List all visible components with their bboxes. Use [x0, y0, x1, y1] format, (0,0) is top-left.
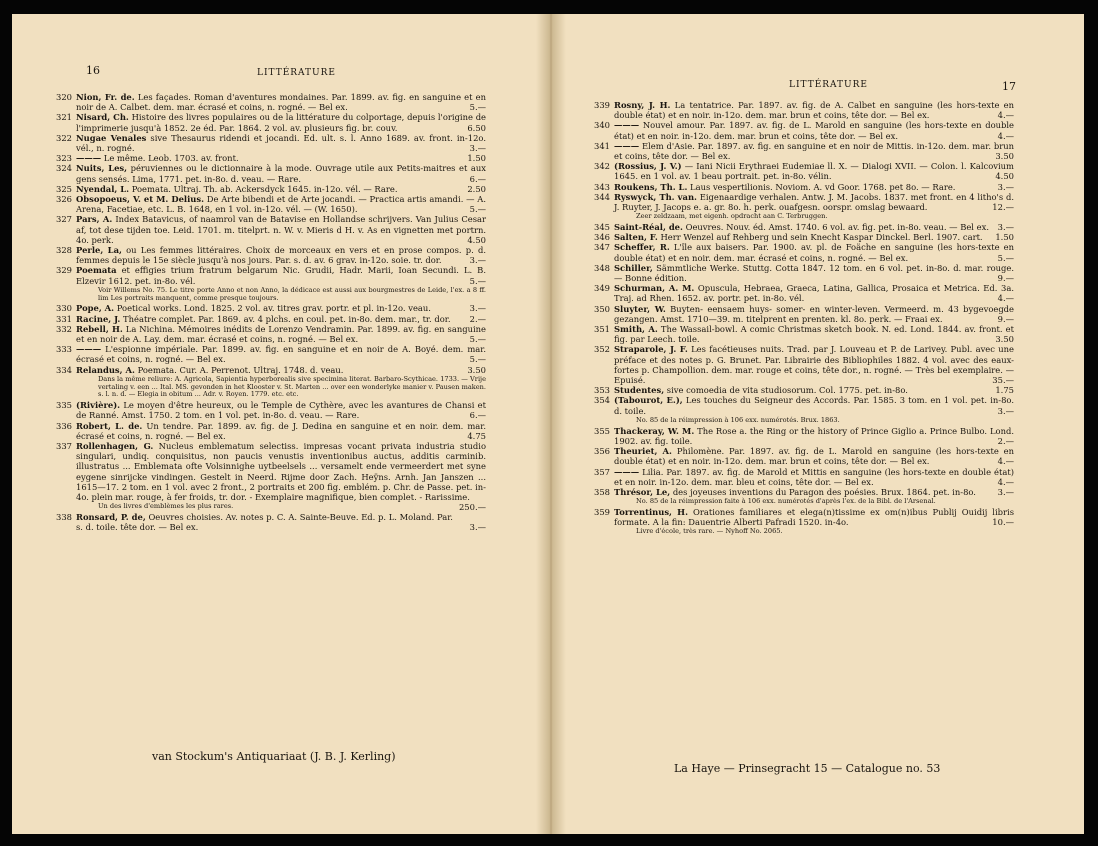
entry-price: 6.— — [469, 410, 486, 421]
entry-number: 351 — [594, 324, 610, 335]
entry-price: 10.— — [992, 517, 1014, 528]
entry-number: 322 — [56, 132, 72, 143]
catalogue-entry — [56, 132, 486, 154]
catalogue-entry — [594, 486, 1014, 497]
entry-headword: Nugae Venales — [76, 132, 147, 143]
entry-description: Les touches du Seigneur des Accords. Par. 1585. 3 tom. en 1 vol. pet. in-8o. d. toile. — [614, 395, 1014, 416]
entry-price: 4.— — [997, 130, 1014, 141]
entry-note: No. 85 de la réimpression à 106 exx. numérotés. Brux. 1863. — [636, 415, 840, 424]
entry-headword: Perle, La, — [76, 245, 122, 256]
entry-note: Voir Willems No. 75. Le titre porte Anno et non Anno, la dédicace est aussi aux bourgmestres de Leide, l'ex. a 8 ff. lim Les portraits manquent, comme presque toujours. — [98, 285, 486, 302]
entry-number: 321 — [56, 112, 72, 123]
catalogue-entry — [56, 344, 486, 365]
entry-number: 329 — [56, 265, 72, 276]
entry-headword: Salten, F. — [614, 232, 658, 243]
entry-price: 3.— — [469, 303, 486, 314]
entry-number: 350 — [594, 303, 610, 314]
catalogue-entry — [56, 194, 486, 215]
entry-headword: Sluyter, W. — [614, 303, 666, 314]
entry-number: 331 — [56, 313, 72, 324]
entry-number: 340 — [594, 120, 610, 131]
entry-description: Le moyen d'être heureux, ou le Temple de Cythère, avec les avantures de Chansi et de Ranné. Amst. 1750. 2 tom. en 1 vol. pet. in-8o. d. veau. — Rare. — [76, 400, 486, 421]
entry-headword: Scheffer, R. — [614, 242, 670, 253]
entry-description: des joyeuses inventions du Paragon des poésies. Brux. 1864. pet. in-8o. — [672, 486, 976, 497]
catalogue-entry — [594, 303, 1014, 324]
entry-price: 5.— — [469, 102, 486, 113]
entry-description: De Arte bibendi et de Arte jocandi. — Practica artis amandi. — A. Arena, Facetiae, etc. L. B. 1648, en 1 vol. in-12o. vél. — (W. 1650). — [76, 194, 486, 215]
page-header-left: LITTÉRATURE — [257, 68, 336, 78]
entry-headword: Schurman, A. M. — [614, 283, 695, 294]
entry-headword: Pope, A. — [76, 303, 115, 314]
entry-price: 4.— — [997, 110, 1014, 121]
catalogue-entry — [594, 191, 1014, 213]
entry-number: 320 — [56, 92, 72, 102]
entry-description: Un tendre. Par. 1899. av. fig. de J. Dedina en sanguine et en noir. dem. mar. écrasé et coins, n. rogné. — Bel ex. — [76, 420, 486, 441]
entry-headword: Nuits, Les, — [76, 163, 128, 174]
entry-description: Poemata. Ultraj. Th. ab. Ackersdyck 1645. in-12o. vél. — Rare. — [131, 183, 398, 194]
entry-description: Oeuvres choisies. Av. notes p. C. A. Sainte-Beuve. Ed. p. L. Moland. Par. s. d. toile. tête dor. — Bel ex. — [76, 512, 453, 533]
entry-headword: ——— — [614, 466, 640, 477]
entry-price: 3.— — [469, 143, 486, 154]
entry-price: 3.— — [997, 405, 1014, 416]
page-footer-left: van Stockum's Antiquariaat (J. B. J. Kerling) — [152, 750, 396, 763]
catalogue-entry — [594, 324, 1014, 345]
entry-headword: Poemata — [76, 265, 117, 276]
entry-description: Opuscula, Hebraea, Graeca, Latina, Gallica, Prosaica et Metrica. Ed. 3a. Traj. ad Rhen. 1652. av. portr. pet. in-8o. vél. — [614, 283, 1014, 304]
entry-price: 3.50 — [995, 151, 1014, 162]
entry-headword: Theuriet, A. — [614, 446, 672, 457]
entry-number: 354 — [594, 395, 610, 406]
catalogue-entry — [594, 140, 1014, 162]
entry-price: 4.50 — [995, 171, 1014, 182]
entry-number: 353 — [594, 385, 610, 396]
page-number-right: 17 — [1002, 80, 1016, 93]
catalogue-entry — [594, 242, 1014, 263]
entry-number: 336 — [56, 420, 72, 431]
entry-number: 347 — [594, 242, 610, 253]
catalogue-entry — [56, 364, 486, 375]
entry-number: 326 — [56, 194, 72, 205]
entry-description: et effigies trium fratrum belgarum Nic. Grudii, Hadr. Marii, Ioan Secundi. L. B. Elzevir 1612. pet. in-8o. vél. — [76, 265, 486, 286]
entry-number: 333 — [56, 344, 72, 355]
page-footer-right: La Haye — Prinsegracht 15 — Catalogue no. 53 — [674, 762, 941, 775]
entry-number: 324 — [56, 163, 72, 174]
entry-number: 342 — [594, 161, 610, 172]
entry-headword: Thrésor, Le, — [614, 486, 671, 497]
entry-price: 5.— — [469, 275, 486, 286]
entry-description: Sämmtliche Werke. Stuttg. Cotta 1847. 12 tom. en 6 vol. pet. in-8o. d. mar. rouge. — Bonne édition. — [614, 262, 1014, 284]
entry-description: Herr Wenzel auf Rehberg und sein Knecht Kaspar Dinckel. Berl. 1907. cart. — [660, 232, 983, 243]
entry-description: Le même. Leob. 1703. av. front. — [103, 153, 239, 164]
entry-number: 327 — [56, 214, 72, 225]
entry-number: 356 — [594, 446, 610, 457]
entry-price: 3.50 — [467, 364, 486, 375]
entry-price: 4.— — [997, 293, 1014, 304]
entry-description: Poemata. Cur. A. Perrenot. Ultraj. 1748. d. veau. — [137, 364, 344, 375]
catalogue-entry — [56, 163, 486, 184]
entry-number: 352 — [594, 344, 610, 355]
entry-number: 349 — [594, 283, 610, 294]
entry-price: 2.— — [997, 435, 1014, 446]
catalogue-entry — [56, 323, 486, 345]
entry-number: 335 — [56, 400, 72, 411]
entry-description: The Rose a. the Ring or the history of Prince Giglio a. Prince Bulbo. Lond. 1902. av. fig. toile. — [614, 425, 1014, 446]
entry-number: 330 — [56, 303, 72, 314]
entry-headword: Straparole, J. F. — [614, 344, 688, 355]
entry-number: 348 — [594, 262, 610, 273]
catalogue-entry — [594, 283, 1014, 304]
entry-price: 3.— — [997, 181, 1014, 192]
entry-description: La tentatrice. Par. 1897. av. fig. de A. Calbet en sanguine (les hors-texte en double état) et en noir. in-12o. dem. mar. brun et coins, tête dor. — Bel ex. — [614, 100, 1014, 121]
catalogue-entry — [56, 214, 486, 245]
entry-price: 250.— — [458, 502, 486, 513]
entry-number: 358 — [594, 486, 610, 497]
entry-headword: Obsopoeus, V. et M. Delius. — [76, 194, 204, 205]
entry-price: 5.— — [469, 354, 486, 365]
entry-price: 4.75 — [467, 430, 486, 441]
page-header-right: LITTÉRATURE — [789, 80, 868, 90]
entry-price: 2.— — [469, 313, 486, 324]
catalogue-entry — [594, 466, 1014, 487]
entry-number: 339 — [594, 100, 610, 110]
entry-headword: Rosny, J. H. — [614, 100, 671, 110]
entry-price: 3.50 — [995, 334, 1014, 345]
entry-number: 344 — [594, 191, 610, 202]
entry-description: sive comoedia de vita studiosorum. Col. 1775. pet. in-8o. — [666, 385, 908, 396]
catalogue-entry — [56, 183, 486, 194]
entry-note: Dans la même reliure: A. Agricola, Sapientia hyperborealis sive specimina literat. Barbaro-Scythicae. 1733. — Vrije vertaling v. een ... Ital. MS. gevonden in het Klooster v. St. Marten ... over een wonderlyke manier v. Pausen maken. s. l. n. d. — Elegia in obitum ... Adr. v. Royen. 1779. etc. etc. — [98, 374, 486, 399]
entry-headword: Nisard, Ch. — [76, 112, 129, 123]
entry-number: 334 — [56, 364, 72, 375]
catalogue-entry — [56, 303, 486, 314]
entry-list-right — [594, 100, 1015, 537]
entry-headword: ——— — [76, 153, 102, 164]
entry-headword: Ryswyck, Th. van. — [614, 191, 697, 202]
book-spine — [536, 14, 566, 834]
catalogue-entry — [594, 100, 1014, 121]
catalogue-entry — [594, 395, 1014, 416]
page-number-left: 16 — [86, 64, 100, 77]
entry-price: 2.50 — [467, 183, 486, 194]
entry-headword: Studentes, — [614, 385, 665, 396]
catalogue-entry — [594, 161, 1014, 182]
entry-list-left — [56, 92, 487, 533]
entry-description: Philomène. Par. 1897. av. fig. de L. Marold en sanguine (les hors-texte en double état) et en noir. in-12o. dem. mar. brun et coins, tête dor. — Bel ex. — [614, 446, 1014, 467]
entry-number: 337 — [56, 441, 72, 452]
entry-description: Orationes familiares et elega(n)tissime ex om(n)ibus Publij Ouidij libris formate. A la fin: Dauentrie Alberti Pafradi 1520. in-4o. — [614, 506, 1014, 528]
entry-headword: Rebell, H. — [76, 323, 123, 334]
entry-headword: Racine, J. — [76, 313, 121, 324]
catalogue-entry — [56, 112, 487, 133]
entry-price: 3.— — [997, 222, 1014, 233]
entry-headword: ——— — [614, 120, 640, 131]
catalogue-entry — [56, 512, 486, 533]
entry-price: 3.— — [469, 522, 486, 533]
left-page — [12, 14, 552, 834]
entry-number: 357 — [594, 466, 610, 477]
entry-price: 3.— — [469, 255, 486, 266]
entry-description: Oeuvres. Nouv. éd. Amst. 1740. 6 vol. av. fig. pet. in-8o. veau. — Bel ex. — [685, 222, 989, 233]
entry-headword: Rollenhagen, G. — [76, 441, 154, 452]
catalogue-entry — [594, 181, 1014, 192]
entry-number: 338 — [56, 512, 72, 523]
entry-number: 325 — [56, 183, 72, 194]
catalogue-entry — [56, 265, 486, 286]
entry-number: 343 — [594, 181, 610, 192]
entry-number: 359 — [594, 506, 610, 517]
catalogue-entry — [56, 153, 486, 164]
entry-headword: Saint-Réal, de. — [614, 222, 683, 233]
entry-description: Histoire des livres populaires ou de la littérature du colportage, depuis l'origine de l'imprimerie jusqu'à 1852. 2e éd. Par. 1864. 2 vol. av. plusieurs fig. br. couv. — [76, 112, 487, 133]
entry-description: The Wassail-bowl. A comic Christmas sketch book. N. ed. Lond. 1844. av. front. et fig. par Leech. toile. — [614, 324, 1014, 345]
entry-number: 332 — [56, 323, 72, 334]
entry-headword: Thackeray, W. M. — [614, 425, 695, 436]
catalogue-entry — [594, 385, 1014, 396]
entry-note: No. 85 de la réimpression faite à 106 exx. numérotés d'après l'ex. de la Bibl. de l'Arsenal. — [636, 497, 936, 506]
entry-price: 12.— — [992, 202, 1014, 213]
entry-number: 341 — [594, 140, 610, 151]
catalogue-entry — [56, 400, 486, 421]
catalogue-entry — [56, 245, 486, 266]
entry-price: 4.50 — [467, 234, 486, 245]
entry-description: Laus vespertilionis. Noviom. A. vd Goor. 1768. pet 8o. — Rare. — [690, 181, 956, 192]
entry-description: L'espionne impériale. Par. 1899. av. fig. en sanguine et en noir de A. Boyé. dem. mar. écrasé et coins, n. rogné. — Bel ex. — [76, 344, 486, 365]
entry-headword: ——— — [614, 140, 640, 151]
entry-headword: Ronsard, P. de, — [76, 512, 146, 523]
entry-note: Zeer zeldzaam, met eigenh. opdracht aan C. Terbruggen. — [636, 212, 828, 221]
catalogue-entry — [594, 232, 1014, 243]
entry-description: ou Les femmes littéraires. Choix de morceaux en vers et en prose compos. p. d. femmes depuis le 15e siècle jusqu'à nos jours. Par. s. d. av. 6 grav. in-12o. soie. tr. dor. — [76, 245, 486, 266]
catalogue-entry — [594, 344, 1014, 386]
entry-description: Les facétieuses nuits. Trad. par J. Louveau et P. de Larivey. Publ. avec une préface et des notes p. G. Brunet. Par. Librairie des Bibliophiles 1882. 4 vol. avec des eaux-fortes p. Champollion. dem. mar. rouge et coins, tête dor., n. rogné. — Très bel exemplaire. — Epuisé. — [614, 344, 1014, 386]
entry-price: 4.— — [997, 456, 1014, 467]
entry-description: Elem d'Asie. Par. 1897. av. fig. en sanguine et en noir de Mittis. in-12o. dem. mar. brun et coins, tête dor. — Bel ex. — [614, 140, 1014, 162]
entry-description: Nouvel amour. Par. 1897. av. fig. de L. Marold en sanguine (les hors-texte en double état) et en noir. in-12o. dem. mar. brun et coins, tête dor. — Bel ex. — [614, 120, 1015, 141]
entry-price: 35.— — [992, 375, 1014, 386]
entry-description: péruviennes ou le dictionnaire à la mode. Ouvrage utile aux Petits-maitres et aux gens sensés. Lima, 1771. pet. in-8o. d. veau. — Rare. — [76, 163, 486, 184]
catalogue-entry — [594, 120, 1015, 141]
entry-number: 345 — [594, 222, 610, 233]
entry-description: Lilia. Par. 1897. av. fig. de Marold et Mittis en sanguine (les hors-texte en double état) et en noir. in-12o. dem. mar. bleu et coins, tête dor. — Bel ex. — [614, 466, 1014, 487]
right-page — [554, 14, 1084, 834]
entry-price: 1.75 — [995, 385, 1014, 396]
entry-headword: Nion, Fr. de. — [76, 92, 135, 102]
entry-headword: Relandus, A. — [76, 364, 135, 375]
entry-description: Eigenaardige verhalen. Antw. J. M. Jacobs. 1837. met front. en 4 litho's d. J. Ruyter, J. Jacops e. a. gr. 8o. h. perk. ouafgesn. oorspr. omslag bewaard. — [614, 191, 1014, 213]
entry-headword: Torrentinus, H. — [614, 506, 689, 517]
entry-description: sive Thesaurus ridendi et jocandi. Ed. ult. s. l. Anno 1689. av. front. in-12o. vél., n. rogné. — [76, 132, 486, 154]
entry-price: 6.50 — [467, 122, 486, 133]
entry-description: Index Batavicus, of naamrol van de Batavise en Hollandse schrijvers. Van Julius Cesar af, tot dese tijden toe. Leid. 1701. m. titelprt. n. W. v. Mieris d H. v. As en vignetten met portrn. 4o. perk. — [76, 214, 486, 245]
entry-headword: Smith, A. — [614, 324, 658, 335]
entry-number: 328 — [56, 245, 72, 256]
entry-price: 5.— — [997, 252, 1014, 263]
entry-description: Poetical works. Lond. 1825. 2 vol. av. titres grav. portr. et pl. in-12o. veau. — [116, 303, 431, 314]
entry-note: Un des livres d'emblèmes les plus rares. — [98, 502, 234, 511]
catalogue-entry — [56, 420, 486, 441]
entry-headword: (Rivière). — [76, 400, 121, 411]
entry-price: 9.— — [997, 273, 1014, 284]
entry-price: 5.— — [469, 204, 486, 215]
entry-description: Nucleus emblematum selectiss. impresas vocant privata industria studio singulari, undiq. conquisitus, non paucis venustis inventionibus auctus, additis carminib. illustratus ... Emblemata ofte Volsinnighe uytbeelsels ... versamelt ende vermeerdert met syne eygene sinrijcke vindingen. Gestelt in Neerd. Rijme door Zach. Heÿns. Arnh. Jan Janszen ... 1615—17. 2 tom. en 1 vol. avec 2 front., 2 portraits et 200 fig. emblém. p. Chr. de Passe. pet. in-4o. plein mar. rouge, à fer froids, tr. dor. - Exemplaire magnifique, bien complet. - Rarissime. — [76, 441, 486, 503]
entry-price: 1.50 — [995, 232, 1014, 243]
catalogue-entry — [56, 92, 486, 113]
entry-description: — Iani Nicii Erythraei Eudemiae ll. X. — Dialogi XVII. — Colon. l. Kalcovium 1645. en 1 vol. av. 1 beau portrait. pet. in-8o. vélin. — [614, 161, 1014, 182]
entry-description: La Nichina. Mémoires inédits de Lorenzo Vendramin. Par. 1899. av. fig. en sanguine et en noir de A. Lay. dem. mar. écrasé et coins, n. rogné. — Bel ex. — [76, 323, 486, 345]
entry-description: Les façades. Roman d'aventures mondaines. Par. 1899. av. fig. en sanguine et en noir de A. Calbet. dem. mar. écrasé et coins, n. rogné. — Bel ex. — [76, 92, 486, 113]
catalogue-entry — [594, 446, 1014, 467]
catalogue-entry — [56, 313, 486, 324]
catalogue-entry — [594, 506, 1014, 528]
entry-description: Buyten- eensaem huys- somer- en winter-leven. Vermeerd. m. 43 bygevoegde gezangen. Amst. 1710—39. m. titelprent en prenten. kl. 8o. perk. — Fraai ex. — [614, 303, 1014, 324]
entry-description: L'île aux baisers. Par. 1900. av. pl. de Foäche en sanguine (les hors-texte en double état) et en noir. dem. mar. écrasé et coins, n. rogné. — Bel ex. — [614, 242, 1014, 263]
entry-price: 1.50 — [467, 153, 486, 164]
catalogue-entry — [594, 425, 1014, 446]
entry-price: 9.— — [997, 313, 1014, 324]
entry-description: Théatre complet. Par. 1869. av. 4 plchs. en coul. pet. in-8o. dem. mar., tr. dor. — [123, 313, 451, 324]
entry-headword: Schiller, — [614, 262, 653, 273]
catalogue-entry — [594, 262, 1014, 284]
entry-number: 355 — [594, 425, 610, 436]
entry-price: 5.— — [469, 334, 486, 345]
entry-headword: ——— — [76, 344, 102, 355]
catalogue-entry — [594, 222, 1014, 233]
entry-headword: Pars, A. — [76, 214, 113, 225]
entry-headword: Roukens, Th. L. — [614, 181, 688, 192]
entry-headword: (Tabourot, E.), — [614, 395, 683, 406]
entry-headword: Robert, L. de. — [76, 420, 143, 431]
entry-headword: Nyendal, L. — [76, 183, 130, 194]
entry-number: 346 — [594, 232, 610, 243]
entry-price: 4.— — [997, 476, 1014, 487]
entry-headword: (Rossius, J. V.) — [614, 161, 682, 172]
entry-price: 6.— — [469, 173, 486, 184]
entry-note: Livre d'école, très rare. — Nyhoff No. 2065. — [636, 527, 783, 536]
entry-number: 323 — [56, 153, 72, 164]
entry-price: 3.— — [997, 486, 1014, 497]
